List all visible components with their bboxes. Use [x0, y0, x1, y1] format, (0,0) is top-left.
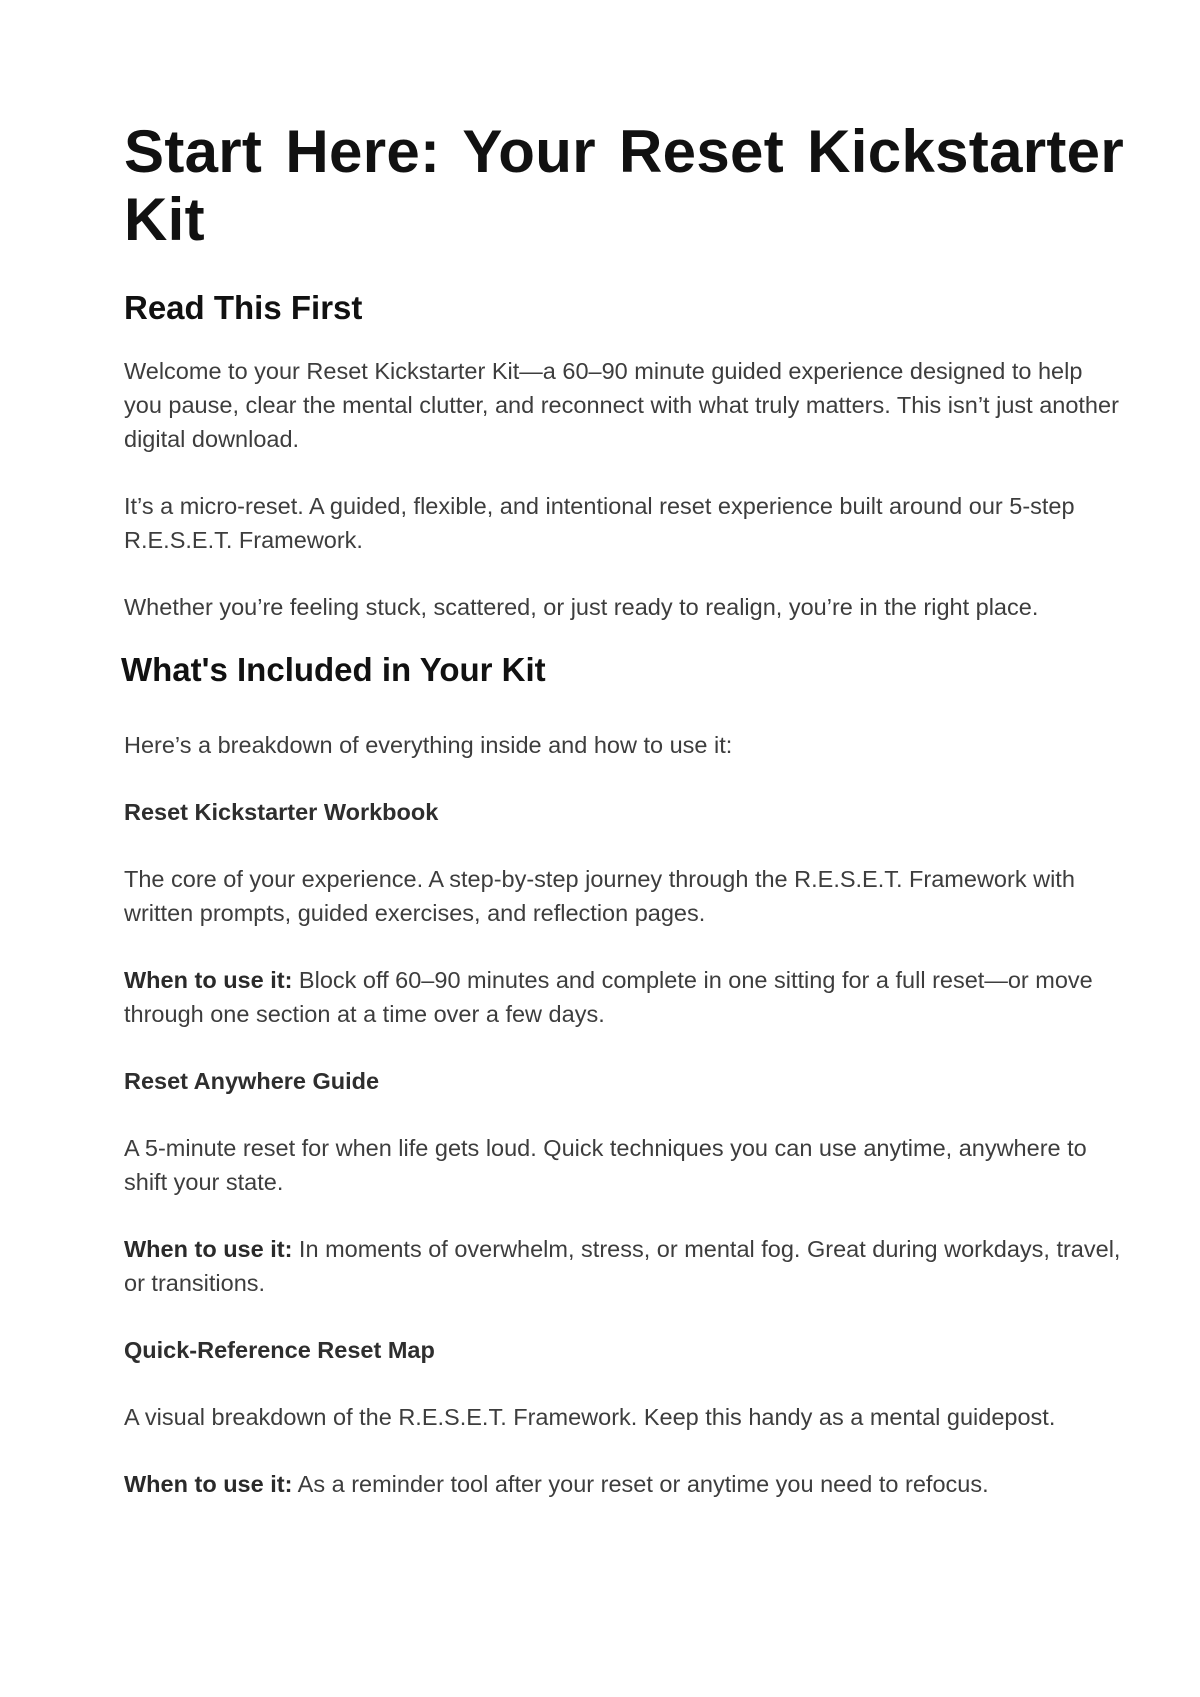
item-title-anywhere-guide: Reset Anywhere Guide [124, 1068, 380, 1094]
included-heading: What's Included in Your Kit [121, 651, 546, 688]
item-title-reset-map: Quick-Reference Reset Map [124, 1337, 435, 1363]
when-label: When to use it: [124, 1236, 293, 1262]
read-first-heading: Read This First [124, 289, 363, 326]
realign-paragraph: Whether you’re feeling stuck, scattered, or just ready to realign, you’re in the right place. [124, 594, 1039, 620]
page-title: Start Here: Your Reset Kickstarter Kit [124, 118, 1124, 253]
when-label: When to use it: [124, 1471, 293, 1497]
when-label: When to use it: [124, 967, 293, 993]
item-description-workbook: The core of your experience. A step-by-step journey through the R.E.S.E.T. Framework with written prompts, guided exercises, and reflection pages. [124, 866, 1075, 926]
item-description-anywhere-guide: A 5-minute reset for when life gets loud. Quick techniques you can use anytime, anywhere to shift your state. [124, 1135, 1087, 1195]
item-when-workbook [124, 963, 1124, 1031]
welcome-paragraph: Welcome to your Reset Kickstarter Kit—a 60–90 minute guided experience designed to help you pause, clear the mental clutter, and reconnect with what truly matters. This isn’t just another digital download. [124, 358, 1119, 452]
item-title-workbook: Reset Kickstarter Workbook [124, 799, 439, 825]
included-intro: Here’s a breakdown of everything inside and how to use it: [124, 732, 733, 758]
item-when-anywhere-guide [124, 1232, 1124, 1300]
document-page [121, 118, 1124, 1501]
micro-reset-paragraph: It’s a micro-reset. A guided, flexible, and intentional reset experience built around our 5-step R.E.S.E.T. Framework. [124, 493, 1075, 553]
when-text: In moments of overwhelm, stress, or mental fog. Great during workdays, travel, or transitions. [124, 1236, 1121, 1296]
when-text: Block off 60–90 minutes and complete in one sitting for a full reset—or move through one section at a time over a few days. [124, 967, 1093, 1027]
item-description-reset-map: A visual breakdown of the R.E.S.E.T. Framework. Keep this handy as a mental guidepost. [124, 1404, 1056, 1430]
when-text: As a reminder tool after your reset or anytime you need to refocus. [292, 1471, 989, 1497]
item-when-reset-map [124, 1467, 1124, 1501]
